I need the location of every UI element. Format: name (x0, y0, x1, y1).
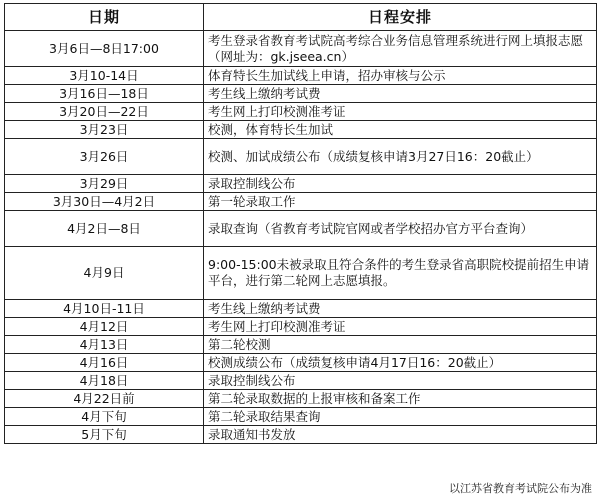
row-plan: 校测、加试成绩公布（成绩复核申请3月27日16：20截止） (204, 139, 597, 175)
row-plan: 录取控制线公布 (204, 175, 597, 193)
table-row (5, 390, 597, 408)
row-date: 3月30日—4月2日 (5, 193, 204, 211)
row-date: 3月29日 (5, 175, 204, 193)
header-plan: 日程安排 (204, 4, 597, 31)
table-row (5, 426, 597, 444)
source-footnote: 以江苏省教育考试院公布为准 (449, 482, 592, 495)
row-plan: 校测，体育特长生加试 (204, 121, 597, 139)
row-date: 3月26日 (5, 139, 204, 175)
table-row (5, 175, 597, 193)
row-date: 4月下旬 (5, 408, 204, 426)
row-date: 4月12日 (5, 318, 204, 336)
table-row (5, 211, 597, 247)
row-plan: 录取控制线公布 (204, 372, 597, 390)
row-date: 4月18日 (5, 372, 204, 390)
table-row (5, 85, 597, 103)
row-plan: 考生线上缴纳考试费 (204, 300, 597, 318)
row-date: 4月9日 (5, 247, 204, 300)
row-plan: 9:00-15:00未被录取且符合条件的考生登录省高职院校提前招生申请平台，进行第二轮网上志愿填报。 (204, 247, 597, 300)
row-plan: 第二轮录取数据的上报审核和备案工作 (204, 390, 597, 408)
row-plan: 体育特长生加试线上申请，招办审核与公示 (204, 67, 597, 85)
table-row (5, 300, 597, 318)
row-date: 3月10-14日 (5, 67, 204, 85)
table-row (5, 193, 597, 211)
row-plan: 考生网上打印校测准考证 (204, 318, 597, 336)
table-row (5, 67, 597, 85)
table-row (5, 103, 597, 121)
table-row (5, 139, 597, 175)
table-row (5, 336, 597, 354)
schedule-sheet (4, 3, 596, 444)
schedule-table (4, 3, 597, 444)
row-plan: 第二轮录取结果查询 (204, 408, 597, 426)
row-date: 4月2日—8日 (5, 211, 204, 247)
row-date: 4月16日 (5, 354, 204, 372)
row-plan: 录取通知书发放 (204, 426, 597, 444)
row-date: 4月10日-11日 (5, 300, 204, 318)
row-plan: 考生线上缴纳考试费 (204, 85, 597, 103)
table-row (5, 247, 597, 300)
row-date: 5月下旬 (5, 426, 204, 444)
row-date: 3月6日—8日17:00 (5, 31, 204, 67)
table-row (5, 408, 597, 426)
row-date: 3月23日 (5, 121, 204, 139)
row-plan: 校测成绩公布（成绩复核申请4月17日16：20截止） (204, 354, 597, 372)
row-date: 4月22日前 (5, 390, 204, 408)
header-date: 日期 (5, 4, 204, 31)
table-row (5, 318, 597, 336)
table-row (5, 121, 597, 139)
table-row (5, 372, 597, 390)
row-plan: 第二轮校测 (204, 336, 597, 354)
row-date: 4月13日 (5, 336, 204, 354)
row-date: 3月16日—18日 (5, 85, 204, 103)
table-row (5, 31, 597, 67)
table-row (5, 354, 597, 372)
row-plan: 考生登录省教育考试院高考综合业务信息管理系统进行网上填报志愿（网址为：gk.jseea.cn） (204, 31, 597, 67)
row-plan: 第一轮录取工作 (204, 193, 597, 211)
row-plan: 录取查询（省教育考试院官网或者学校招办官方平台查询） (204, 211, 597, 247)
row-date: 3月20日—22日 (5, 103, 204, 121)
row-plan: 考生网上打印校测准考证 (204, 103, 597, 121)
header-row (5, 4, 597, 31)
